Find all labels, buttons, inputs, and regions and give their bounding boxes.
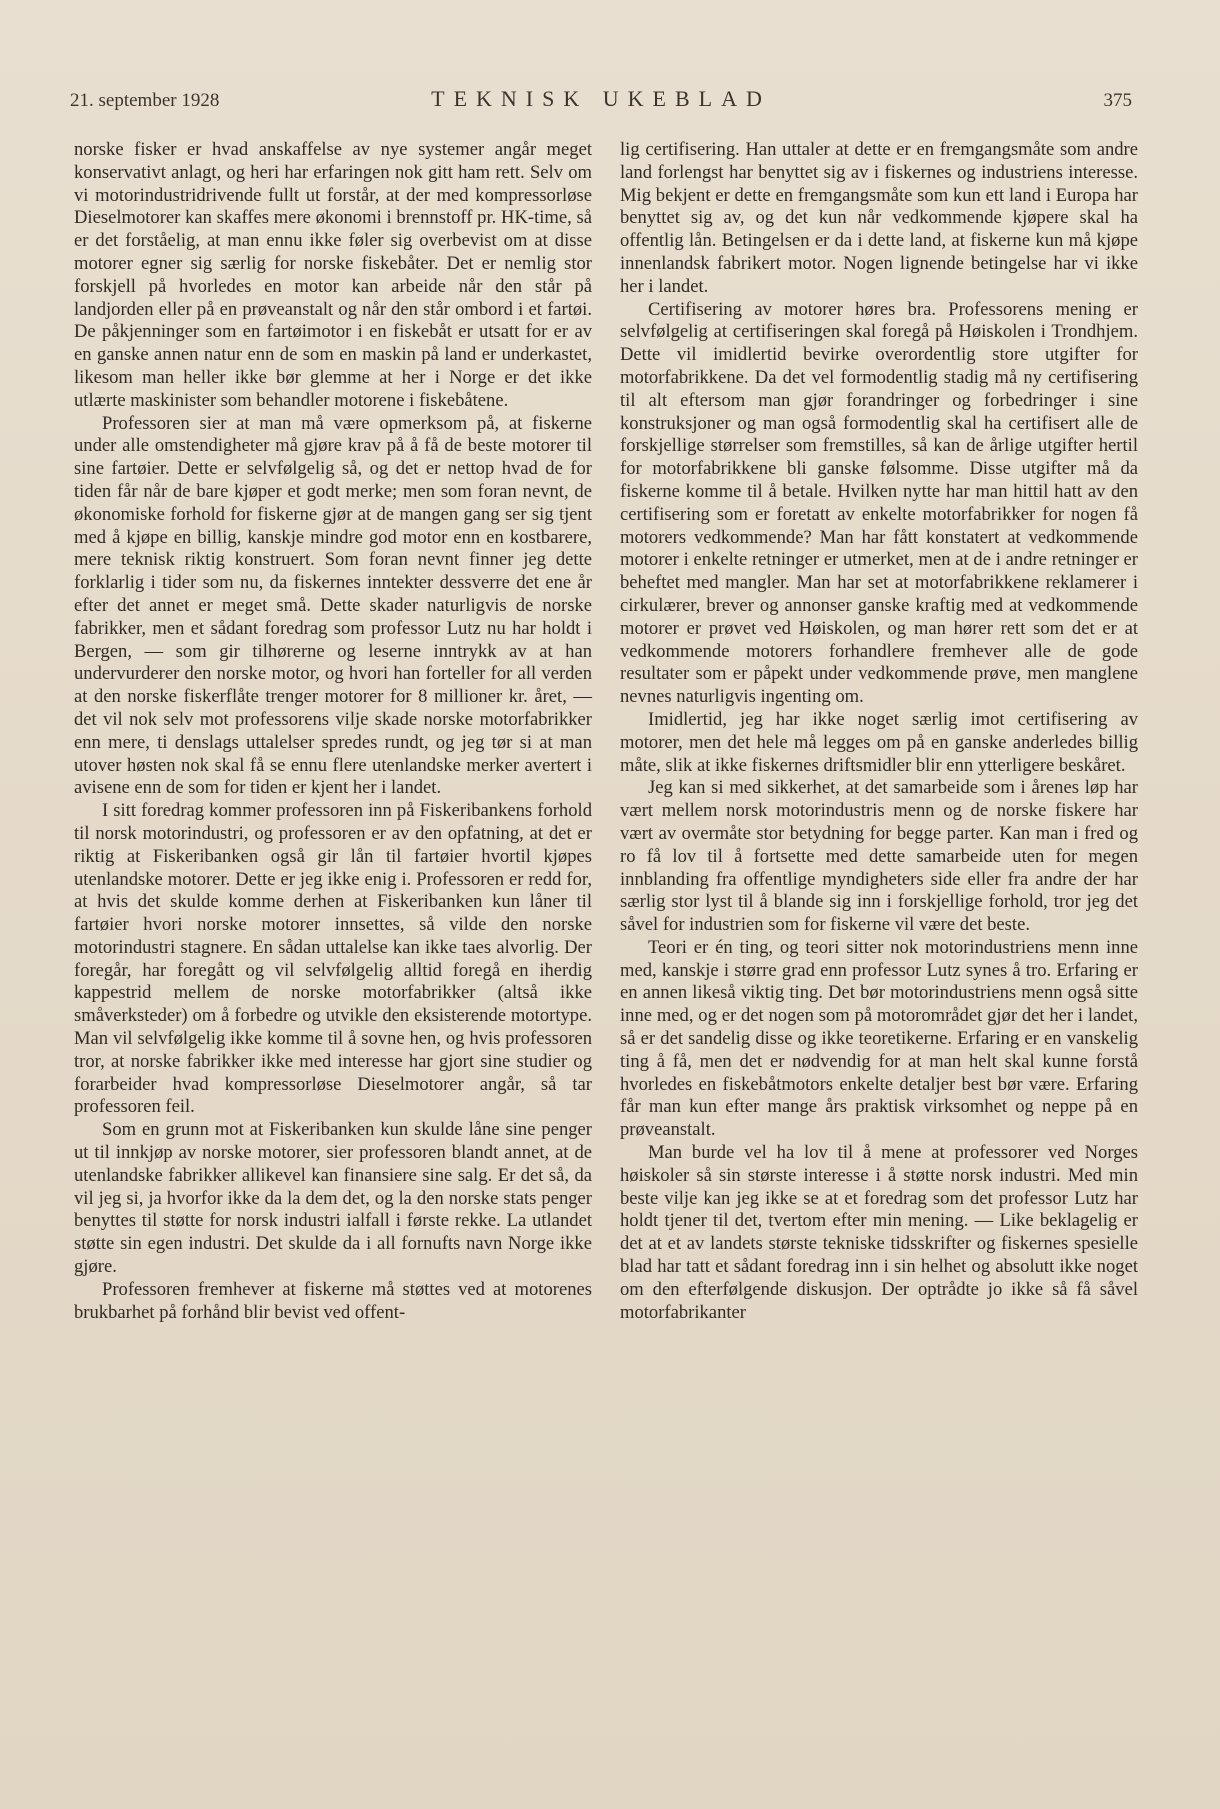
paragraph: I sitt foredrag kommer professoren inn på Fiskeribankens forhold til norsk motorindustri, og professoren er av den opfatning, at det er riktig at Fiskeribanken også gir lån til fartøier hvortil kjøpes utenlandske motorer. Dette er jeg ikke enig i. Professoren er redd for, at hvis det skulde komme derhen at Fiskeribanken kun låner til fartøier hvori norske motorer innsettes, så vilde den norske motorindustri stagnere. En sådan uttalelse kan ikke taes alvorlig. Der foregår, har foregått og vil selvfølgelig alltid foregå en iherdig kappestrid mellem de norske motorfabrikker (altså ikke småverksteder) om å forbedre og utvikle den eksisterende motortype. Man vil selvfølgelig ikke komme til å sovne hen, og hvis professoren tror, at norske fabrikker ikke med interesse har gjort sine studier og forarbeider hvad kompressorløse Dieselmotorer angår, så tar professoren feil. xyxy=(74,800,592,1118)
paragraph: Man burde vel ha lov til å mene at professorer ved Norges høiskoler så sin største interesse i å støtte norsk industri. Med min beste vilje kan jeg ikke se at et foredrag som det professor Lutz har holdt tjener til det, tvertom efter min mening. — Like beklagelig er det at et av landets største tekniske tidsskrifter og fiskernes spesielle blad har tatt et sådant foredrag inn i sin helhet og absolutt ikke noget om den efterfølgende diskusjon. Der optrådte jo ikke så få såvel motorfabrikanter xyxy=(620,1142,1138,1323)
paragraph: Certifisering av motorer høres bra. Professorens mening er selvfølgelig at certifiseringen skal foregå på Høiskolen i Trondhjem. Dette vil imidlertid bevirke overordentlig store utgifter for motorfabrikkene. Da det vel formodentlig stadig må ny certifisering til alt eftersom man gjør forandringer og forbedringer i sine konstruksjoner og man også formodentlig skal ha certifisert alle de forskjellige størrelser som fremstilles, så kan de årlige utgifter hertil for motorfabrikkene bli ganske følsomme. Disse utgifter må da fiskerne komme til å betale. Hvilken nytte har man hittil hatt av den certifisering som er foretatt av enkelte motorfabrikker for nogen få motorers vedkommende? Man har fått konstatert at vedkommende motorer i enkelte retninger er utmerket, men at de i andre retninger er beheftet med mangler. Man har set at motorfabrikkene reklamerer i cirkulærer, brever og annonser ganske kraftig med at vedkommende motorer er prøvet ved Høiskolen, og man hører rett som det er at vedkommende motorers forhandlere fremhever alle de gode resultater som er påpekt under vedkommende prøve, men manglene nevnes naturligvis ingenting om. xyxy=(620,298,1138,708)
paragraph: Som en grunn mot at Fiskeribanken kun skulde låne sine penger ut til innkjøp av norske motorer, sier professoren blandt annet, at de utenlandske fabrikker allikevel kan finansiere sine salg. Er det så, da vil jeg si, ja hvorfor ikke da la dem det, og la den norske stats penger benyttes til støtte for norsk industri ialfall i første rekke. La utlandet støtte sin egen industri. Det skulde da i all fornufts navn Norge ikke gjøre. xyxy=(74,1119,592,1278)
paragraph: norske fisker er hvad anskaffelse av nye systemer angår meget konservativt anlagt, og heri har erfaringen nok gitt ham rett. Selv om vi motorindustridrivende fullt ut forstår, at der med kompressorløse Dieselmotorer kan skaffes mere økonomi i brennstoff pr. HK-time, så er det forståelig, at man ennu ikke føler sig overbevist om at disse motorer egner sig særlig for norske fiskebåter. Det er nemlig stor forskjell på hvorledes en motor kan arbeide når den står på landjorden eller på en prøveanstalt og når den står ombord i et fartøi. De påkjenninger som en fartøimotor i en fiskebåt er utsatt for er av en ganske annen natur enn de som en maskin på land er underkastet, likesom man heller ikke bør glemme at her i Norge er det ikke utlærte maskinister som behandler motorene i fiskebåtene. xyxy=(74,139,592,411)
left-column xyxy=(74,139,592,1324)
issue-date: 21. september 1928 xyxy=(70,90,220,111)
paragraph: Imidlertid, jeg har ikke noget særlig imot certifisering av motorer, men det hele må legges om på en ganske anderledes billig måte, slik at ikke fiskernes driftsmidler blir enn ytterligere beskåret. xyxy=(620,708,1138,776)
right-column xyxy=(620,139,1138,1324)
paragraph: lig certifisering. Han uttaler at dette er en fremgangsmåte som andre land forlengst har benyttet sig av i fiskernes og industriens interesse. Mig bekjent er dette en fremgangsmåte som kun ett land i Europa har benyttet sig av, og det kun når vedkommende kjøpere skal ha offentlig lån. Betingelsen er da i dette land, at fiskerne kun må kjøpe innenlandsk fabrikert motor. Nogen lignende betingelse har vi ikke her i landet. xyxy=(620,139,1138,297)
paragraph: Teori er én ting, og teori sitter nok motorindustriens menn inne med, kanskje i større grad enn professor Lutz synes å tro. Erfaring er en annen likeså viktig ting. Det bør motorindustriens menn også sitte inne med, og er det nogen som på motorområdet gjør det her i landet, så er det sandelig disse og ikke teoretikerne. Erfaring er en vanskelig ting å få, men det er nødvendig for at man helt skal kunne forstå hvorledes en fiskebåtmotors enkelte detaljer best bør være. Erfaring får man kun efter mange års praktisk virksomhet og neppe på en prøveanstalt. xyxy=(620,936,1138,1141)
paragraph: Jeg kan si med sikkerhet, at det samarbeide som i årenes løp har vært mellem norsk motorindustris menn og de norske fiskere har vært av overmåte stor betydning for begge parter. Kan man i fred og ro få lov til å fortsette med dette samarbeide uten for megen innblanding fra offentlige myndigheters side eller fra andre der har særlig stor lyst til å blande sig inn i forskjellige forhold, tror jeg det såvel for industrien som for fiskerne vil være det beste. xyxy=(620,777,1138,936)
page-header xyxy=(70,86,1132,116)
journal-title: TEKNISK UKEBLAD xyxy=(431,86,771,111)
paragraph: Professoren sier at man må være opmerksom på, at fiskerne under alle omstendigheter må gjøre krav på å få de beste motorer til sine fartøier. Dette er selvfølgelig så, og det er nettop hvad de for tiden får når de bare kjøper et godt merke; men som foran nevnt, de økonomiske forhold for fiskerne gjør at de mangen gang ser sig tjent med å kjøpe en billig, kanskje mindre god motor enn en kostbarere, mere teknisk riktig konstruert. Som foran nevnt finner jeg dette forklarlig i tider som nu, da fiskernes inntekter dessverre det ene år efter det annet er meget små. Dette skader naturligvis de norske fabrikker, men et sådant foredrag som professor Lutz nu har holdt i Bergen, — som gir tilhørerne og leserne inntrykk av at han undervurderer den norske motor, og hvori han forteller for all verden at den norske fiskerflåte trenger motorer for 8 millioner kr. året, — det vil nok selv mot professorens vilje skade norske motorfabrikker enn mere, ti denslags uttalelser spredes rundt, og jeg tør si at man utover høsten nok skal få se ennu flere utenlandske merker avertert i avisene enn de som for tiden er kjent her i landet. xyxy=(74,412,592,799)
paragraph: Professoren fremhever at fiskerne må støttes ved at motorenes brukbarhet på forhånd blir bevist ved offent- xyxy=(74,1278,592,1323)
page-number: 375 xyxy=(1103,90,1132,111)
